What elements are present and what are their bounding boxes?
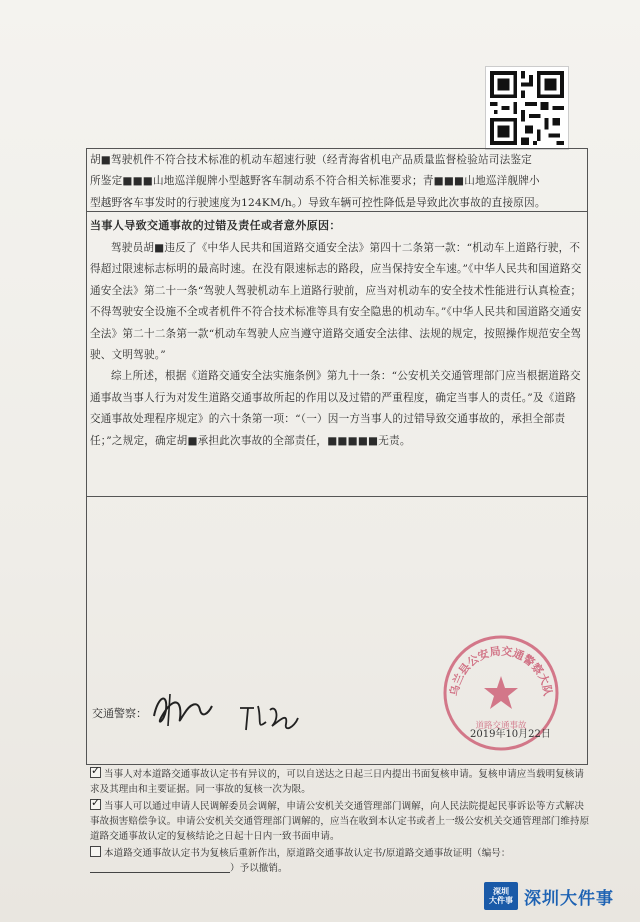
officer-label: 交通警察： — [92, 707, 147, 720]
watermark-brand — [484, 880, 630, 912]
cause-line: 型越野客车事发时的行驶速度为124KM/h。）导致车辆可控性降低是导致此次事故的直接原因。 — [90, 196, 546, 209]
paragraph-violations: 驾驶员胡■违反了《中华人民共和国道路交通安全法》第四十二条第一款：“机动车上道路行驶，不得超过限速标志标明的最高时速。在没有限速标志的路段，应当保持安全车速。”《中华人民共和国道路交通安全法》第二十一条“驾驶人驾驶机动车上道路行驶前，应当对机动车的安全技术性能进行认真检查；不得驾驶安全设施不全或者机件不符合技术标准等具有安全隐患的机动车。”《中华人民共和国道路交通安全法》第二十二条第一款“机动车驾驶人应当遵守道路交通安全法律、法规的规定，按照操作规范安全驾驶、文明驾驶。” — [90, 242, 582, 362]
section-heading: 当事人导致交通事故的过错及责任或者意外原因： — [90, 219, 341, 232]
svg-text:道路交通事故: 道路交通事故 — [475, 721, 527, 731]
notice-2: ✓当事人可以通过申请人民调解委员会调解，申请公安机关交通管理部门调解，向人民法院提起民事诉讼等方式解决事故损害赔偿争议。申请公安机关交通管理部门调解的，应当在收到本认定书或者上一级公安机关交通管理部门维持原道路交通事故认定的复核结论之日起十日内一致书面申请。 — [90, 799, 590, 844]
checkbox-revoke[interactable] — [90, 846, 101, 857]
notice-1: ✓当事人对本道路交通事故认定书有异议的，可以自送达之日起三日内提出书面复核申请。复核申请应当载明复核请求及其理由和主要证据。同一事故的复核一次为限。 — [90, 767, 590, 797]
svg-text:乌兰县公安局交通警察大队: 乌兰县公安局交通警察大队 — [447, 644, 555, 698]
qr-code[interactable] — [485, 66, 569, 150]
brand-name: 深圳大件事 — [524, 888, 614, 909]
checkbox-appeal[interactable] — [90, 767, 101, 778]
cause-line: 所鉴定■■■山地巡洋舰牌小型越野客车制动系不符合相关标准要求；青■■■山地巡洋舰牌小 — [90, 175, 540, 188]
cause-line: 胡■驾驶机件不符合技术标准的机动车超速行驶（经青海省机电产品质量监督检验站司法鉴定 — [90, 154, 532, 166]
divider — [86, 496, 588, 497]
serial-number-blank — [90, 862, 230, 873]
officer-signature-2 — [236, 700, 302, 736]
checkbox-mediation[interactable] — [90, 799, 101, 810]
cause-section — [90, 150, 582, 214]
issue-date: 2019年10月22日 — [470, 729, 551, 740]
officer-signature-1 — [148, 686, 218, 730]
brand-logo: 深圳 大件事 — [484, 882, 518, 910]
notice-3: 本道路交通事故认定书为复核后重新作出，原道路交通事故认定书/原道路交通事故证明（编号： ）予以撤销。 — [90, 846, 590, 876]
responsibility-body — [90, 238, 582, 452]
paragraph-conclusion: 综上所述，根据《道路交通安全法实施条例》第九十一条：“公安机关交通管理部门应当根据道路交通事故当事人行为对发生道路交通事故所起的作用以及过错的严重程度，确定当事人的责任。”及《道路交通事故处理程序规定》的六十条第一项：“（一）因一方当事人的过错导致交通事故的，承担全部责任；”之规定，确定胡■承担此次事故的全部责任，■■■■■无责。 — [90, 370, 581, 447]
